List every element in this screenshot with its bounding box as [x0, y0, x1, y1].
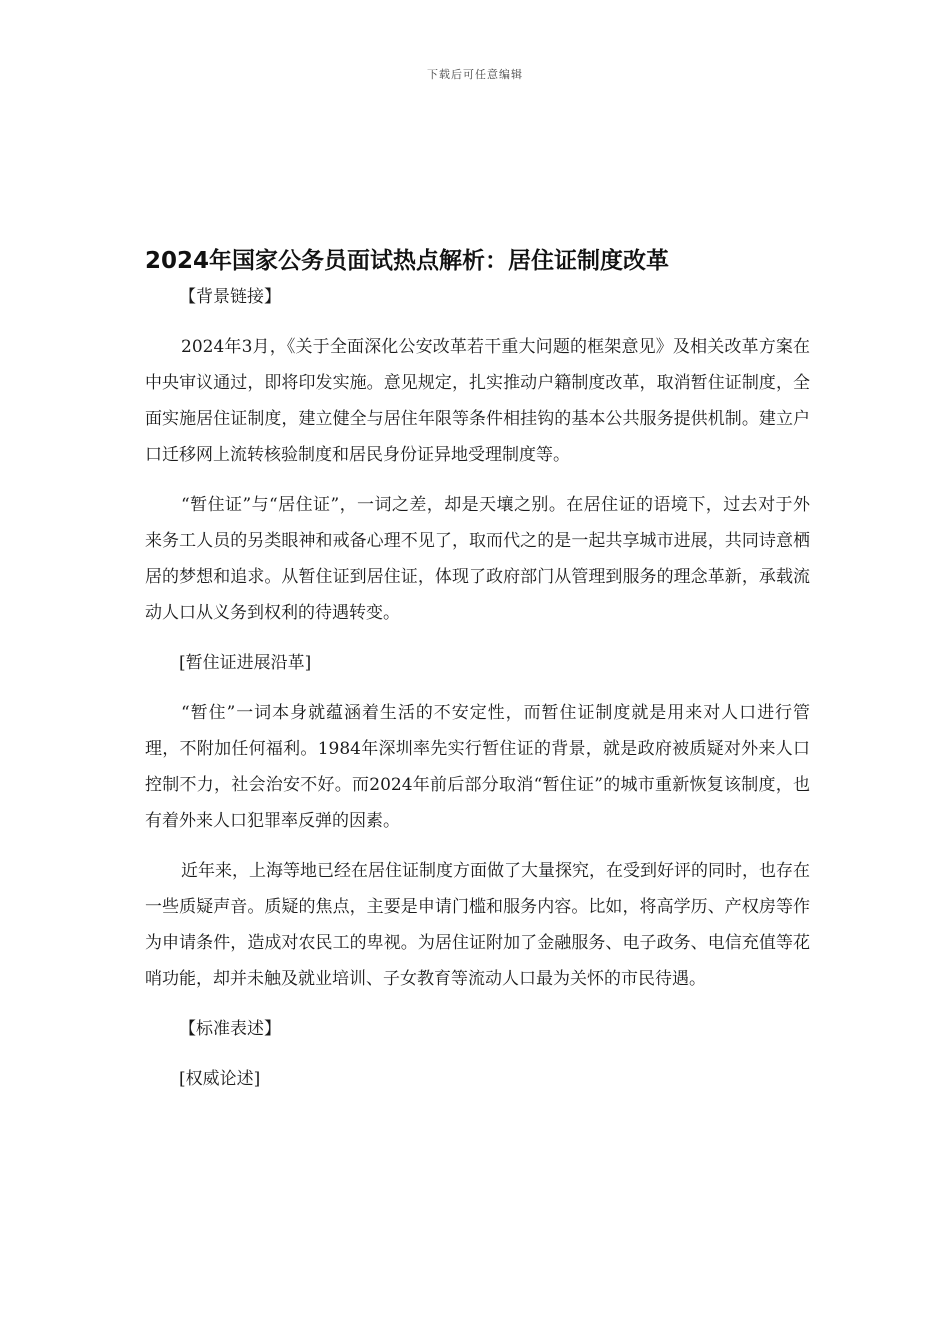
document-title: 2024年国家公务员面试热点解析：居住证制度改革 [145, 248, 670, 274]
paragraph-recent-practice: 近年来，上海等地已经在居住证制度方面做了大量探究，在受到好评的同时，也存在一些质疑声音。质疑的焦点，主要是申请门槛和服务内容。比如，将高学历、产权房等作为申请条件，造成对农民工的卑视。为居住证附加了金融服务、电子政务、电信充值等花哨功能，却并未触及就业培训、子女教育等流动人口最为关怀的市民待遇。 [145, 861, 810, 989]
paragraph-history: “暂住”一词本身就蕴涵着生活的不安定性，而暂住证制度就是用来对人口进行管理，不附加任何福利。1984年深圳率先实行暂住证的背景，就是政府被质疑对外来人口控制不力，社会治安不好。而2024年前后部分取消“暂住证”的城市重新恢复该制度，也有着外来人口犯罪率反弹的因素。 [145, 703, 810, 831]
paragraph-permit-comparison: “暂住证”与“居住证”，一词之差，却是天壤之别。在居住证的语境下，过去对于外来务工人员的另类眼神和戒备心理不见了，取而代之的是一起共享城市进展，共同诗意栖居的梦想和追求。从暂住证到居住证，体现了政府部门从管理到服务的理念革新，承载流动人口从义务到权利的待遇转变。 [145, 495, 810, 623]
section-heading-authority: [权威论述] [179, 1069, 261, 1089]
paragraph-policy-announcement: 2024年3月，《关于全面深化公安改革若干重大问题的框架意见》及相关改革方案在中央审议通过，即将印发实施。意见规定，扎实推动户籍制度改革，取消暂住证制度，全面实施居住证制度，建立健全与居住年限等条件相挂钩的基本公共服务提供机制。建立户口迁移网上流转核验制度和居民身份证异地受理制度等。 [145, 337, 810, 465]
page-header-note: 下载后可任意编辑 [427, 68, 523, 81]
section-heading-background: 【背景链接】 [179, 287, 281, 307]
section-heading-history: [暂住证进展沿革] [179, 653, 312, 673]
section-heading-standard: 【标准表述】 [179, 1019, 281, 1039]
document-body [145, 243, 810, 1097]
